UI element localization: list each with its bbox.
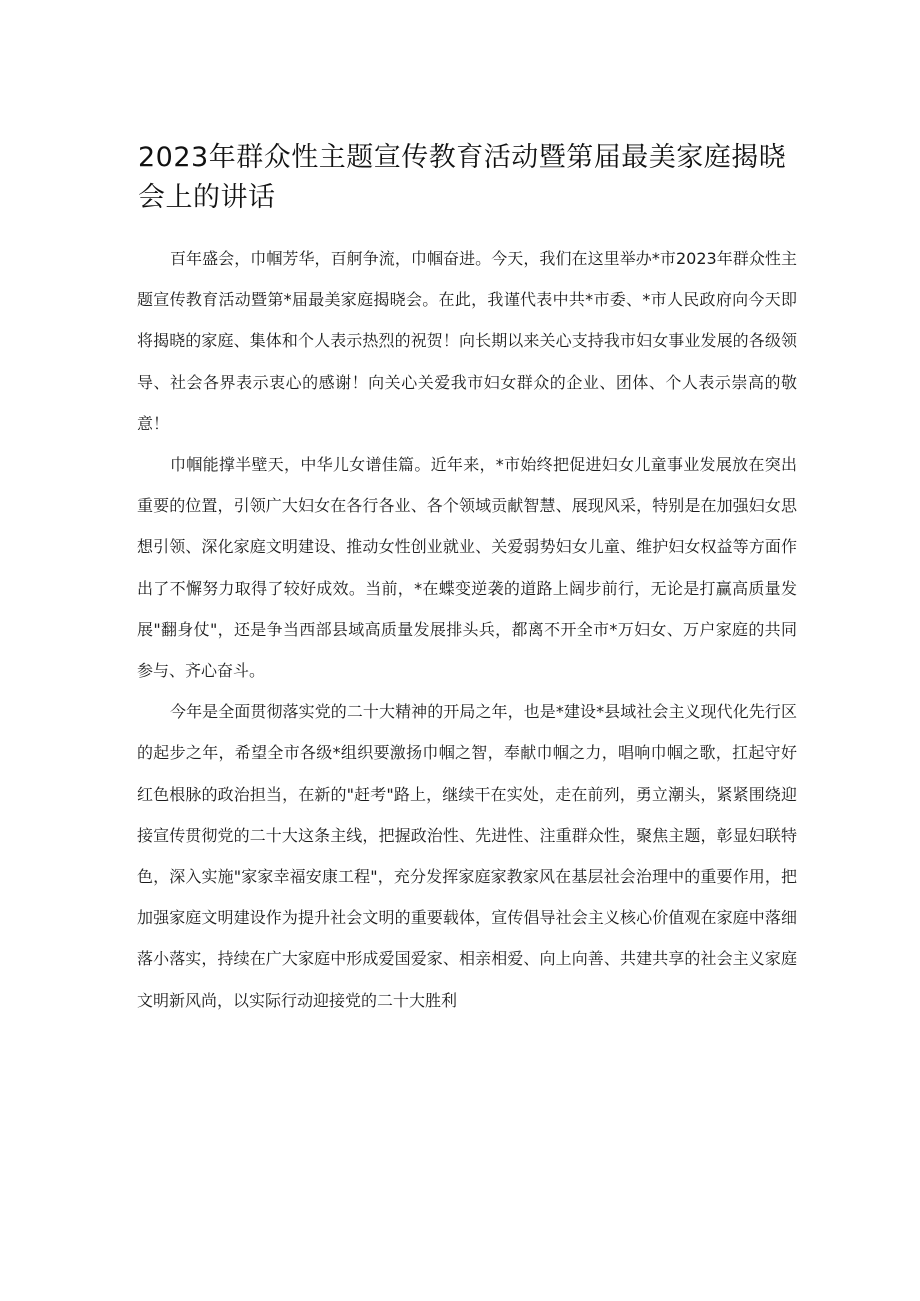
document-title: 2023年群众性主题宣传教育活动暨第届最美家庭揭晓会上的讲话: [138, 142, 787, 213]
document-body: [137, 238, 797, 1021]
paragraph-2: 巾帼能撑半壁天，中华儿女谱佳篇。近年来，*市始终把促进妇女儿童事业发展放在突出重要的位置，引领广大妇女在各行各业、各个领域贡献智慧、展现风采，特别是在加强妇女思想引领、深化家庭文明建设、推动女性创业就业、关爱弱势妇女儿童、维护妇女权益等方面作出了不懈努力取得了较好成效。当前，*在蝶变逆袭的道路上阔步前行，无论是打赢高质量发展"翻身仗"，还是争当西部县域高质量发展排头兵，都离不开全市*万妇女、万户家庭的共同参与、齐心奋斗。: [137, 455, 797, 681]
paragraph-1: 百年盛会，巾帼芳华，百舸争流，巾帼奋进。今天，我们在这里举办*市2023年群众性主题宣传教育活动暨第*届最美家庭揭晓会。在此，我谨代表中共*市委、*市人民政府向今天即将揭晓的家庭、集体和个人表示热烈的祝贺！向长期以来关心支持我市妇女事业发展的各级领导、社会各界表示衷心的感谢！向关心关爱我市妇女群众的企业、团体、个人表示崇高的敬意！: [137, 249, 797, 433]
paragraph-3: 今年是全面贯彻落实党的二十大精神的开局之年，也是*建设*县域社会主义现代化先行区的起步之年，希望全市各级*组织要激扬巾帼之智，奉献巾帼之力，唱响巾帼之歌，扛起守好红色根脉的政治担当，在新的"赶考"路上，继续干在实处，走在前列，勇立潮头，紧紧围绕迎接宣传贯彻党的二十大这条主线，把握政治性、先进性、注重群众性，聚焦主题，彰显妇联特色，深入实施"家家幸福安康工程"，充分发挥家庭家教家风在基层社会治理中的重要作用，把加强家庭文明建设作为提升社会文明的重要载体，宣传倡导社会主义核心价值观在家庭中落细落小落实，持续在广大家庭中形成爱国爱家、相亲相爱、向上向善、共建共享的社会主义家庭文明新风尚，以实际行动迎接党的二十大胜利: [137, 702, 797, 1010]
